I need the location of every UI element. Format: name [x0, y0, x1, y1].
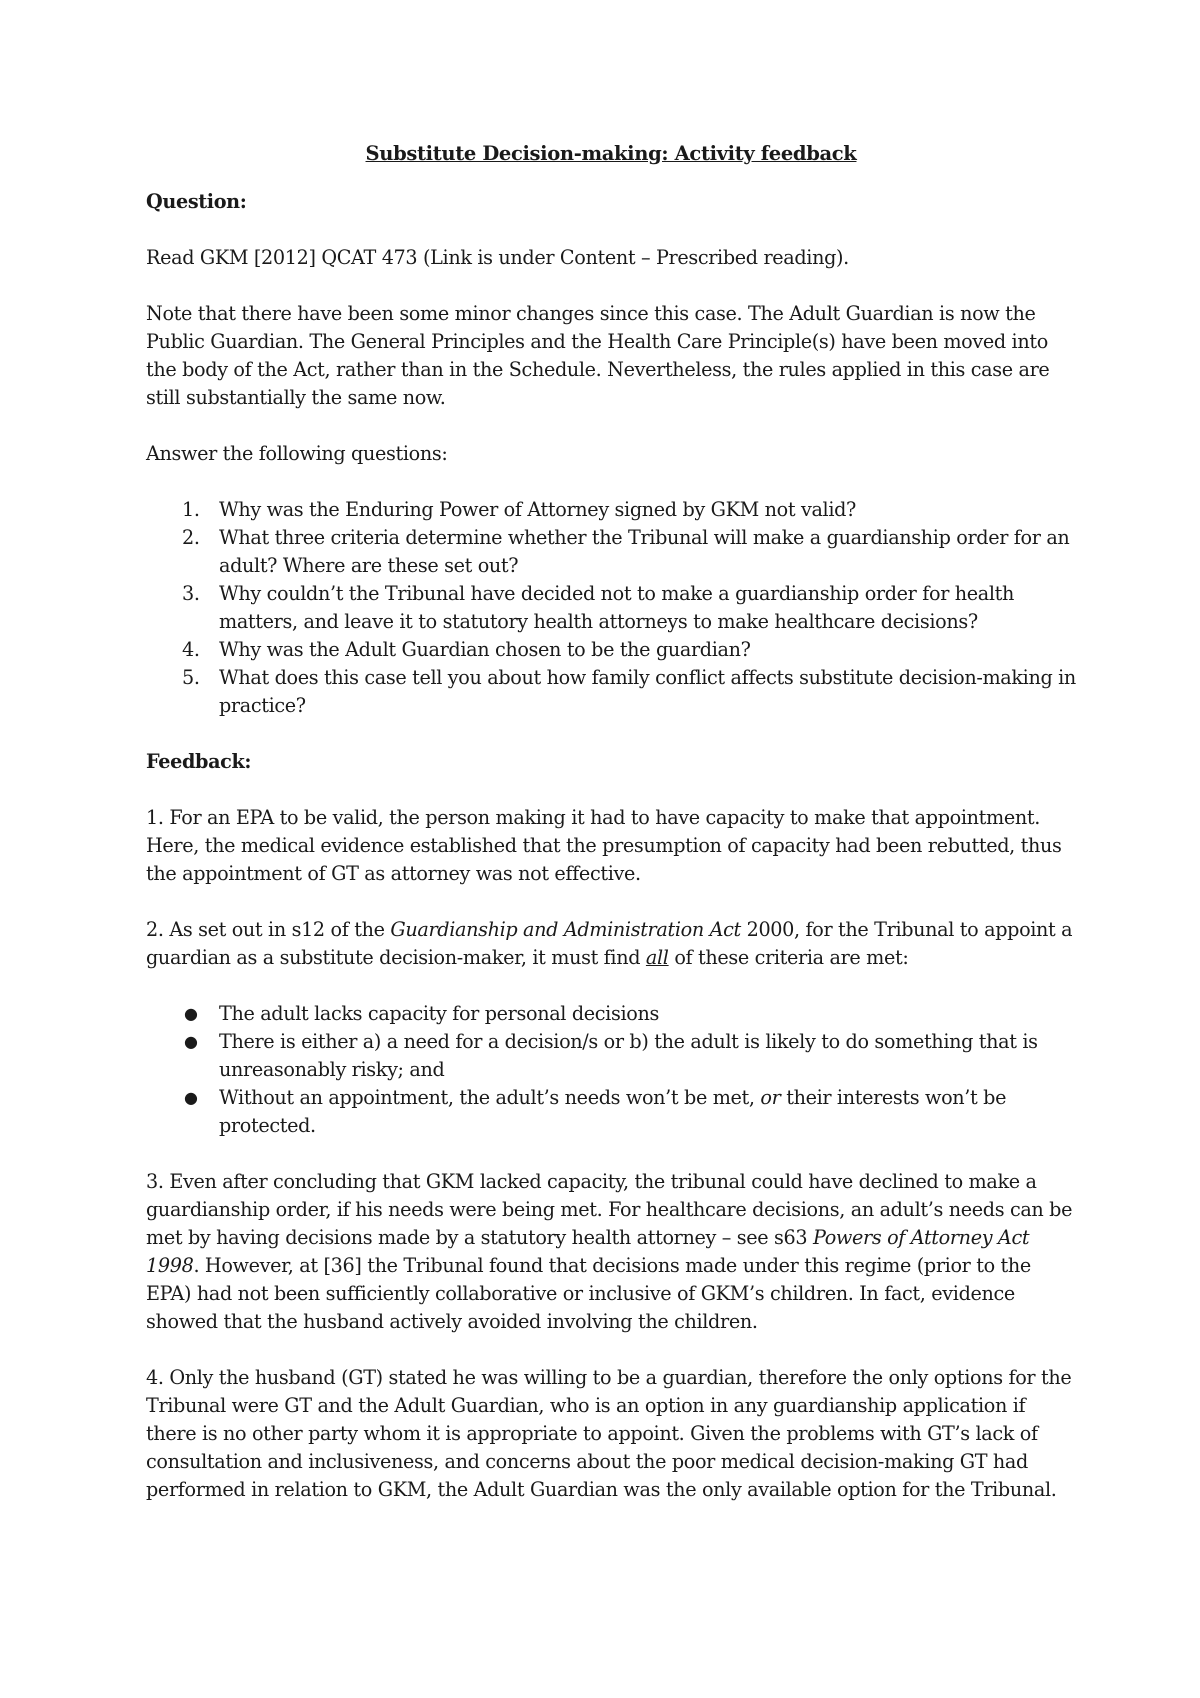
question-text: Why was the Enduring Power of Attorney signed by GKM not valid?	[219, 498, 856, 521]
feedback-2	[146, 916, 1076, 972]
question-text: Why couldn’t the Tribunal have decided not to make a guardianship order for health matters, and leave it to statutory health attorneys to make healthcare decisions?	[219, 582, 1015, 633]
question-number: 5.	[182, 666, 200, 689]
feedback-3	[146, 1168, 1076, 1336]
feedback-4: 4. Only the husband (GT) stated he was willing to be a guardian, therefore the only options for the Tribunal were GT and the Adult Guardian, who is an option in any guardianship application if there is no other party whom it is appropriate to appoint. Given the problems with GT’s lack of consultation and inclusiveness, and concerns about the poor medical decision-making GT had performed in relation to GKM, the Adult Guardian was the only available option for the Tribunal.	[146, 1366, 1072, 1501]
emphasis-or: or	[760, 1086, 781, 1109]
question-list	[146, 496, 1076, 720]
feedback-2-text: of these criteria are met:	[668, 946, 909, 969]
question-number: 2.	[182, 526, 200, 549]
question-number: 4.	[182, 638, 200, 661]
criteria-list	[146, 1000, 1076, 1140]
bullet-icon: ●	[184, 1032, 198, 1051]
note-paragraph: Note that there have been some minor changes since this case. The Adult Guardian is now the Public Guardian. The General Principles and the Health Care Principle(s) have been moved into the body of the Act, rather than in the Schedule. Nevertheless, the rules applied in this case are still substantially the same now.	[146, 302, 1050, 409]
criteria-text: their interests won’t be protected.	[219, 1086, 1007, 1137]
feedback-heading: Feedback:	[146, 750, 252, 773]
question-item	[146, 580, 1076, 636]
reading-instruction: Read GKM [2012] QCAT 473 (Link is under Content – Prescribed reading).	[146, 246, 849, 269]
question-item	[146, 524, 1076, 580]
question-text: Why was the Adult Guardian chosen to be the guardian?	[219, 638, 751, 661]
emphasis-all: all	[645, 946, 669, 969]
question-item	[146, 664, 1076, 720]
question-number: 3.	[182, 582, 200, 605]
feedback-1: 1. For an EPA to be valid, the person making it had to have capacity to make that appointment. Here, the medical evidence established that the presumption of capacity had been rebutted, thus the appointment of GT as attorney was not effective.	[146, 806, 1062, 885]
answer-intro: Answer the following questions:	[146, 442, 448, 465]
document-title: Substitute Decision-making: Activity feedback	[365, 142, 857, 165]
document-page	[146, 140, 1076, 1532]
criteria-item	[146, 1000, 1076, 1028]
act-title: Powers of Attorney Act 1998	[146, 1226, 1030, 1277]
feedback-2-text: 2000, for the Tribunal to appoint a guardian as a substitute decision-maker, it must find	[146, 918, 1073, 969]
criteria-text: There is either a) a need for a decision/s or b) the adult is likely to do something that is unreasonably risky; and	[219, 1030, 1038, 1081]
question-text: What does this case tell you about how family conflict affects substitute decision-making in practice?	[219, 666, 1076, 717]
question-heading: Question:	[146, 190, 247, 213]
question-text: What three criteria determine whether the Tribunal will make a guardianship order for an adult? Where are these set out?	[219, 526, 1070, 577]
feedback-3-text: 3. Even after concluding that GKM lacked capacity, the tribunal could have declined to make a guardianship order, if his needs were being met. For healthcare decisions, an adult’s needs can be met by having decisions made by a statutory health attorney – see s63	[146, 1170, 1073, 1249]
question-number: 1.	[182, 498, 200, 521]
bullet-icon: ●	[184, 1088, 198, 1107]
criteria-text: Without an appointment, the adult’s needs won’t be met,	[219, 1086, 761, 1109]
criteria-item	[146, 1084, 1076, 1140]
act-title: Guardianship and Administration Act	[390, 918, 741, 941]
feedback-2-text: 2. As set out in s12 of the	[146, 918, 391, 941]
question-item	[146, 636, 1076, 664]
criteria-text: The adult lacks capacity for personal decisions	[219, 1002, 659, 1025]
criteria-item	[146, 1028, 1076, 1084]
bullet-icon: ●	[184, 1004, 198, 1023]
question-item	[146, 496, 1076, 524]
feedback-3-text: . However, at [36] the Tribunal found that decisions made under this regime (prior to the EPA) had not been sufficiently collaborative or inclusive of GKM’s children. In fact, evidence showed that the husband actively avoided involving the children.	[146, 1254, 1031, 1333]
